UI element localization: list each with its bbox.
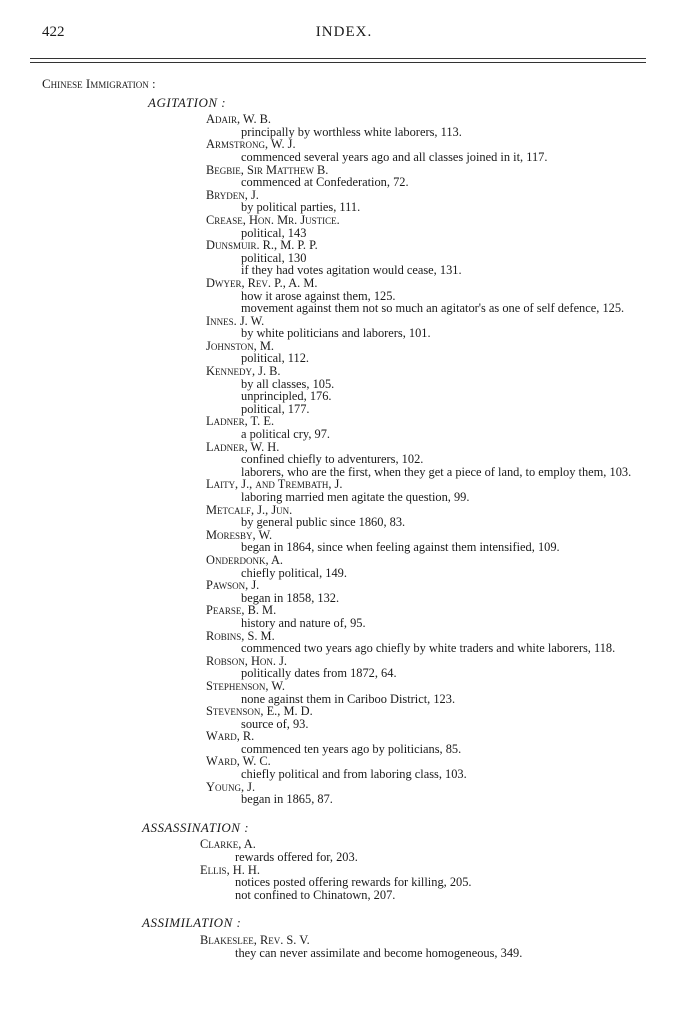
page-number: 422 [42, 24, 65, 40]
entry-list [206, 113, 646, 806]
index-entry [206, 214, 646, 239]
main-heading: Chinese Immigration : [42, 76, 156, 91]
index-entry [206, 579, 646, 604]
entry-subline: political, 143 [241, 225, 307, 240]
entry-subline: political, 112. [241, 351, 310, 366]
entry-subline: confined chiefly to adventurers, 102. [241, 452, 424, 467]
entry-subline: how it arose against them, 125. [241, 288, 396, 303]
entry-subline: began in 1865, 87. [241, 792, 333, 807]
entry-name: Adair, W. B. [206, 112, 272, 127]
entry-subline: movement against them not so much an agitator's as one of self defence, 125. [241, 301, 625, 316]
index-entry [206, 478, 646, 503]
entry-subline: source of, 93. [241, 716, 309, 731]
entry-subline: began in 1858, 132. [241, 590, 340, 605]
index-entry [206, 365, 646, 415]
section-title: ASSASSINATION : [142, 819, 250, 835]
section-title: AGITATION : [148, 94, 227, 110]
section-assassination [42, 819, 646, 902]
index-entry [206, 604, 646, 629]
index-entry [206, 239, 646, 277]
index-entry [206, 415, 646, 440]
entry-name: Crease, Hon. Mr. Justice. [206, 212, 340, 227]
entry-subline: politically dates from 1872, 64. [241, 666, 397, 681]
index-entry [206, 315, 646, 340]
index-entry [206, 730, 646, 755]
entry-name: Dwyer, Rev. P., A. M. [206, 275, 318, 290]
entry-subline: notices posted offering rewards for killing, 205. [235, 875, 472, 890]
entry-subline: unprincipled, 176. [241, 389, 332, 404]
entry-name: Ward, R. [206, 729, 255, 744]
index-entry [206, 441, 646, 479]
index-entry [206, 340, 646, 365]
entry-subline: by all classes, 105. [241, 376, 335, 391]
entry-subline: laboring married men agitate the question, 99. [241, 490, 470, 504]
entry-subline: chiefly political, 149. [241, 565, 347, 580]
entry-name: Robson, Hon. J. [206, 653, 288, 668]
index-entry [206, 138, 646, 163]
index-entry [206, 630, 646, 655]
entry-subline: commenced at Confederation, 72. [241, 175, 409, 190]
entry-subline: commenced several years ago and all classes joined in it, 117. [241, 149, 548, 164]
index-entry [206, 705, 646, 730]
entry-name: Onderdonk, A. [206, 552, 284, 567]
header-rule-bottom [30, 62, 646, 63]
entry-name: Armstrong, W. J. [206, 137, 296, 152]
entry-subline: by political parties, 111. [241, 200, 361, 215]
entry-name: Clarke, A. [200, 837, 256, 852]
entry-name: Young, J. [206, 779, 256, 794]
entry-subline: rewards offered for, 203. [235, 850, 358, 865]
section-agitation [42, 94, 646, 807]
index-entry [206, 554, 646, 579]
entry-subline: a political cry, 97. [241, 427, 330, 442]
entry-subline: political, 177. [241, 401, 310, 416]
entry-list [200, 838, 646, 901]
entry-subline: if they had votes agitation would cease, 131. [241, 263, 462, 278]
entry-name: Moresby, W. [206, 527, 273, 542]
entry-name: Ellis, H. H. [200, 862, 260, 877]
entry-name: Stevenson, E., M. D. [206, 704, 313, 719]
entry-subline: laborers, who are the first, when they get a piece of land, to employ them, 103. [241, 464, 632, 479]
entry-name: Ladner, T. E. [206, 414, 275, 429]
entry-subline: history and nature of, 95. [241, 615, 366, 630]
entry-subline: not confined to Chinatown, 207. [235, 887, 396, 902]
entry-name: Dunsmuir. R., M. P. P. [206, 238, 318, 253]
index-entry [206, 189, 646, 214]
entry-name: Innes. J. W. [206, 313, 265, 328]
index-entry [206, 164, 646, 189]
index-entry [206, 680, 646, 705]
section-title: ASSIMILATION : [142, 915, 242, 931]
index-entry [206, 655, 646, 680]
index-entry [200, 838, 646, 863]
entry-name: Blakeslee, Rev. S. V. [200, 933, 310, 947]
index-entry [206, 781, 646, 806]
entry-list [200, 934, 646, 959]
running-title: INDEX. [315, 24, 373, 40]
entry-subline: by general public since 1860, 83. [241, 515, 406, 530]
index-entry [206, 504, 646, 529]
entry-name: Ladner, W. H. [206, 439, 280, 454]
index-entry [200, 864, 646, 902]
header-rule-top [30, 58, 646, 59]
entry-name: Stephenson, W. [206, 678, 286, 693]
entry-subline: chiefly political and from laboring class, 103. [241, 767, 467, 782]
index-entry [200, 934, 646, 959]
index-entry [206, 755, 646, 780]
entry-subline: commenced two years ago chiefly by white traders and white laborers, 118. [241, 641, 616, 656]
entry-name: Laity, J., and Trembath, J. [206, 477, 343, 492]
entry-subline: political, 130 [241, 250, 307, 265]
entry-name: Johnston, M. [206, 338, 274, 353]
entry-name: Pearse, B. M. [206, 603, 277, 618]
entry-name: Ward, W. C. [206, 754, 271, 769]
index-entry [206, 113, 646, 138]
section-assimilation [42, 917, 646, 959]
index-entry [206, 529, 646, 554]
entry-name: Kennedy, J. B. [206, 364, 281, 379]
entry-name: Bryden, J. [206, 187, 259, 202]
index-content [42, 78, 646, 959]
index-entry [206, 277, 646, 315]
entry-subline: they can never assimilate and become homogeneous, 349. [235, 945, 523, 960]
page-header [42, 24, 646, 46]
entry-name: Robins, S. M. [206, 628, 275, 643]
entry-subline: none against them in Cariboo District, 123. [241, 691, 456, 706]
entry-subline: began in 1864, since when feeling against them intensified, 109. [241, 540, 560, 555]
entry-name: Metcalf, J., Jun. [206, 502, 293, 517]
entry-name: Begbie, Sir Matthew B. [206, 162, 329, 177]
entry-name: Pawson, J. [206, 578, 260, 593]
entry-subline: principally by worthless white laborers, 113. [241, 124, 462, 139]
entry-subline: commenced ten years ago by politicians, 85. [241, 741, 462, 756]
entry-subline: by white politicians and laborers, 101. [241, 326, 431, 341]
